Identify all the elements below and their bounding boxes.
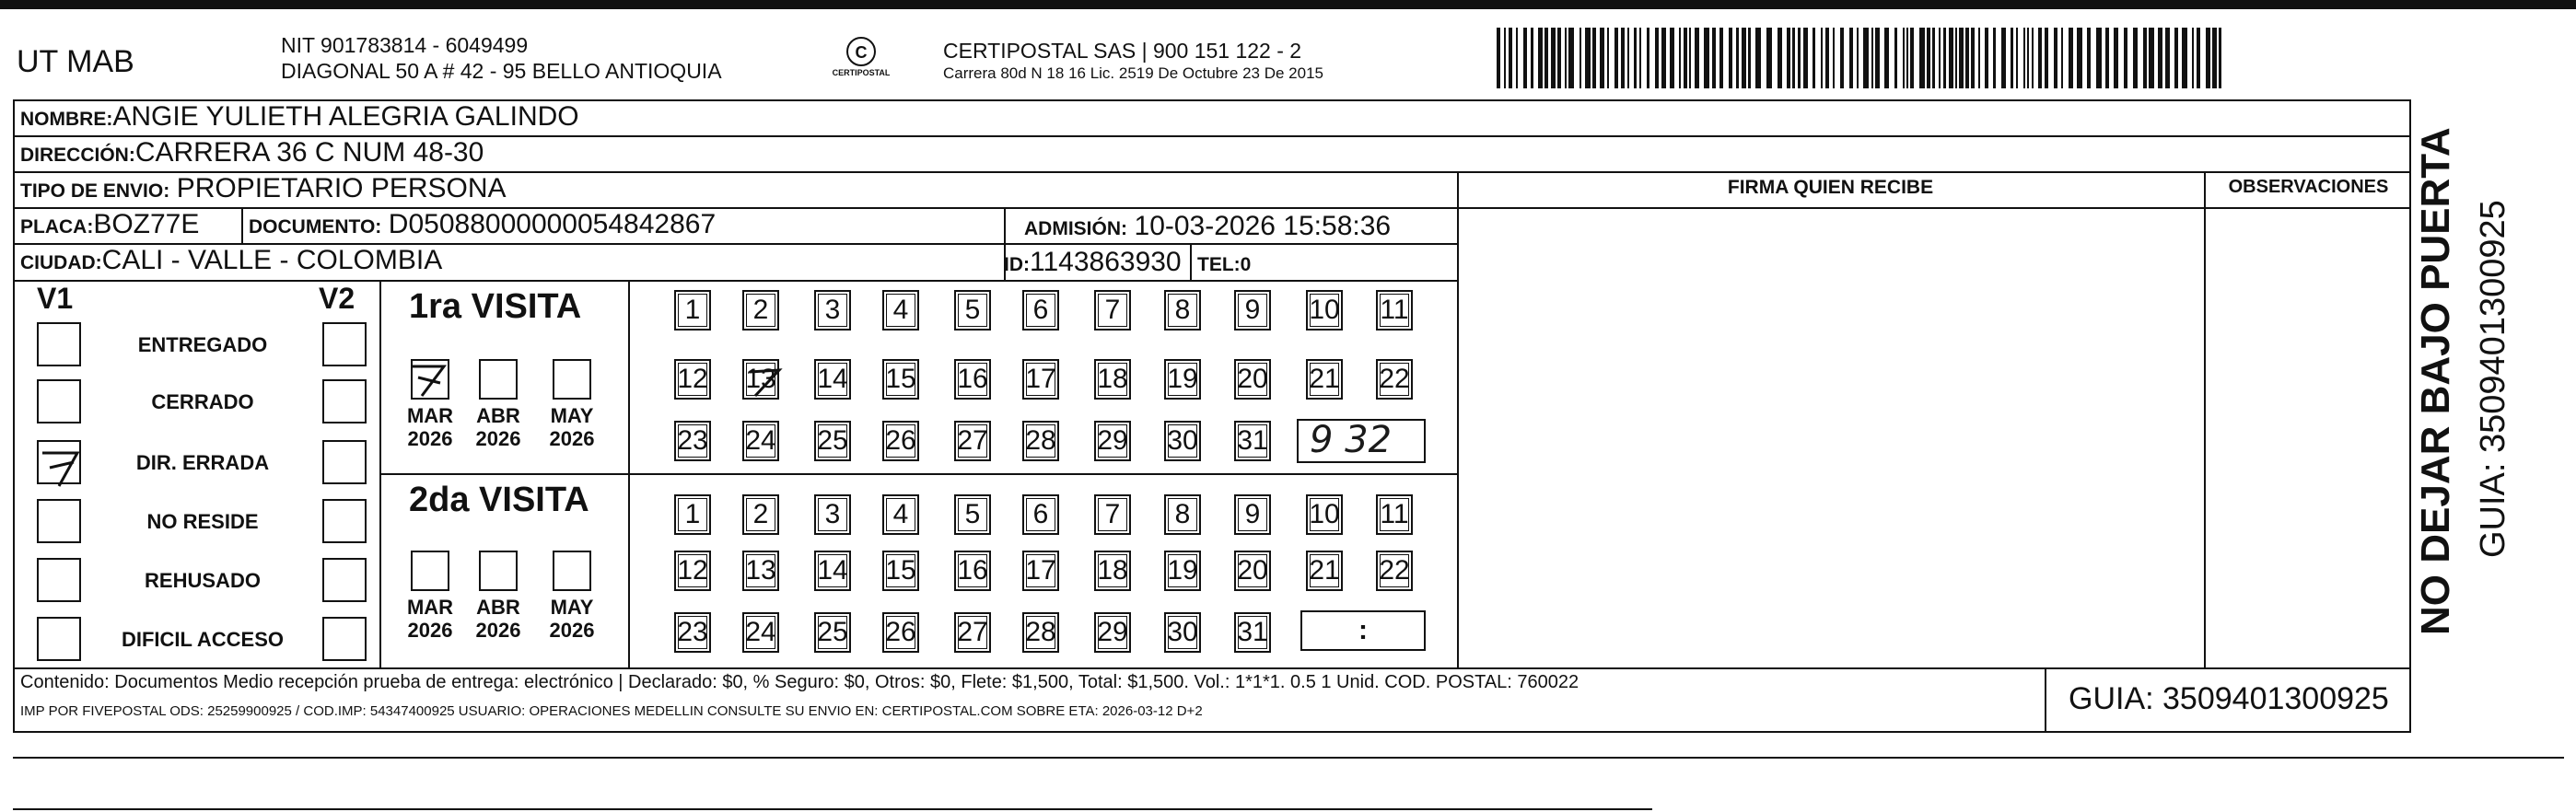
day-box-24[interactable]: 24 xyxy=(742,612,779,653)
day-box-12[interactable]: 12 xyxy=(674,359,711,400)
year-label: 2026 xyxy=(475,427,521,450)
day-box-14[interactable]: 14 xyxy=(814,551,851,591)
col-line xyxy=(2045,667,2046,733)
time-colon: : xyxy=(1358,615,1368,645)
barcode-bar xyxy=(1655,28,1659,88)
barcode-bar xyxy=(1557,28,1561,88)
logo-emblem-icon: C xyxy=(846,37,876,66)
tel-row xyxy=(1197,249,1251,277)
first-visit-title: 1ra VISITA xyxy=(409,287,582,326)
side-warning: NO DEJAR BAJO PUERTA xyxy=(2413,127,2458,635)
handwritten-check-mark xyxy=(37,440,92,492)
plate: BOZ77E xyxy=(93,209,200,239)
admission-label: ADMISIÓN: xyxy=(1024,218,1127,239)
barcode-bar xyxy=(1871,28,1873,88)
v2-checkbox-3[interactable] xyxy=(322,440,367,484)
status-label: REHUSADO xyxy=(145,569,261,592)
month-label: MAR xyxy=(406,596,454,619)
barcode-bar xyxy=(1978,28,1980,88)
barcode-bar xyxy=(1787,28,1790,88)
day-box-9[interactable]: 9 xyxy=(1234,494,1271,535)
v2-checkbox-1[interactable] xyxy=(322,322,367,366)
barcode-bar xyxy=(1927,28,1930,88)
name-row xyxy=(20,101,579,133)
year-label: 2026 xyxy=(549,427,595,450)
barcode-bar xyxy=(1538,28,1543,88)
first-visit-time-box[interactable] xyxy=(1297,419,1426,463)
month-label: MAR xyxy=(406,404,454,427)
barcode xyxy=(1497,28,2229,88)
day-box-20[interactable]: 20 xyxy=(1234,359,1271,400)
city: CALI - VALLE - COLOMBIA xyxy=(101,245,443,275)
barcode-bar xyxy=(2061,28,2063,88)
day-box-8[interactable]: 8 xyxy=(1164,494,1201,535)
day-box-2[interactable]: 2 xyxy=(742,494,779,535)
type-row xyxy=(20,173,507,204)
day-box-8[interactable]: 8 xyxy=(1164,290,1201,331)
handwritten-day-mark-1 xyxy=(407,359,453,401)
month-checkbox-abr[interactable] xyxy=(479,359,518,400)
barcode-bar xyxy=(2045,28,2048,88)
barcode-bar xyxy=(2182,28,2187,88)
barcode-bar xyxy=(1516,28,1518,88)
day-box-9[interactable]: 9 xyxy=(1234,290,1271,331)
day-box-3[interactable]: 3 xyxy=(814,494,851,535)
barcode-bar xyxy=(1949,28,1953,88)
day-box-5[interactable]: 5 xyxy=(954,494,991,535)
day-box-23[interactable]: 23 xyxy=(674,612,711,653)
barcode-bar xyxy=(2133,28,2138,88)
barcode-bar xyxy=(2087,28,2091,88)
row-line xyxy=(13,667,2411,669)
col-line xyxy=(1190,243,1192,280)
day-box-31[interactable]: 31 xyxy=(1234,612,1271,653)
v1-checkbox-2[interactable] xyxy=(37,379,81,423)
handwritten-day-mark-13 xyxy=(742,361,788,401)
barcode-bar xyxy=(1579,28,1581,88)
barcode-bar xyxy=(2069,28,2073,88)
day-box-22[interactable]: 22 xyxy=(1376,551,1413,591)
barcode-bar xyxy=(1965,28,1969,88)
doc-row xyxy=(249,209,716,240)
day-box-21[interactable]: 21 xyxy=(1306,359,1343,400)
city-row xyxy=(20,245,442,276)
day-box-3[interactable]: 3 xyxy=(814,290,851,331)
day-box-27[interactable]: 27 xyxy=(954,612,991,653)
barcode-bar xyxy=(1863,28,1869,88)
barcode-bar xyxy=(2149,28,2154,88)
first-visit-time-handwritten: 9 32 xyxy=(1310,419,1393,461)
barcode-bar xyxy=(2219,28,2221,88)
day-box-15[interactable]: 15 xyxy=(882,551,919,591)
v2-checkbox-4[interactable] xyxy=(322,499,367,543)
company-name: UT MAB xyxy=(17,44,134,79)
barcode-bar xyxy=(2197,28,2200,88)
day-box-22[interactable]: 22 xyxy=(1376,359,1413,400)
footer-guia: GUIA: 3509401300925 xyxy=(2069,681,2389,716)
v1-checkbox-1[interactable] xyxy=(37,322,81,366)
v2-checkbox-5[interactable] xyxy=(322,558,367,602)
barcode-bar xyxy=(1719,28,1723,88)
day-box-1[interactable]: 1 xyxy=(674,290,711,331)
id-row xyxy=(1004,247,1182,278)
type-label: TIPO DE ENVIO: xyxy=(20,180,170,202)
plate-row xyxy=(20,209,199,240)
shipment-type: PROPIETARIO PERSONA xyxy=(176,173,507,203)
footer-print-info: IMP POR FIVEPOSTAL ODS: 25259900925 / COD.IMP: 54347400925 USUARIO: OPERACIONES MEDELLIN CONSULTE SU ENVIO EN: CERTIPOSTAL.COM SOBRE ETA: 2026-03-12 D+2 xyxy=(20,703,1203,719)
barcode-bar xyxy=(1840,28,1844,88)
tel-label: TEL: xyxy=(1197,254,1241,275)
day-box-17[interactable]: 17 xyxy=(1022,551,1059,591)
day-box-16[interactable]: 16 xyxy=(954,359,991,400)
barcode-bar xyxy=(1910,28,1914,88)
barcode-bar xyxy=(1803,28,1808,88)
barcode-bar xyxy=(1565,28,1567,88)
barcode-bar xyxy=(1614,28,1618,88)
month-label: ABR xyxy=(476,404,520,427)
firma-label: FIRMA QUIEN RECIBE xyxy=(1727,177,1934,198)
barcode-bar xyxy=(1798,28,1801,88)
city-label: CIUDAD: xyxy=(20,252,102,273)
v2-checkbox-2[interactable] xyxy=(322,379,367,423)
month-checkbox-mar[interactable] xyxy=(411,551,449,591)
carrier-name: CERTIPOSTAL SAS | 900 151 122 - 2 xyxy=(943,39,1302,63)
barcode-bar xyxy=(1875,28,1880,88)
barcode-bar xyxy=(1932,28,1935,88)
barcode-bar xyxy=(1621,28,1625,88)
barcode-bar xyxy=(2192,28,2194,88)
bottom-rule xyxy=(13,757,2564,759)
day-box-15[interactable]: 15 xyxy=(882,359,919,400)
barcode-bar xyxy=(1592,28,1596,88)
barcode-bar xyxy=(2206,28,2210,88)
day-box-17[interactable]: 17 xyxy=(1022,359,1059,400)
barcode-bar xyxy=(2038,28,2042,88)
bottom-rule xyxy=(13,808,1652,810)
day-box-26[interactable]: 26 xyxy=(882,421,919,461)
barcode-bar xyxy=(1833,28,1835,88)
logo-text: CERTIPOSTAL xyxy=(832,68,891,77)
plate-label: PLACA: xyxy=(20,216,94,238)
month-label: MAY xyxy=(550,404,594,427)
month-checkbox-may[interactable] xyxy=(553,359,591,400)
barcode-bar xyxy=(1825,28,1829,88)
day-box-6[interactable]: 6 xyxy=(1022,290,1059,331)
day-box-24[interactable]: 24 xyxy=(742,421,779,461)
day-box-12[interactable]: 12 xyxy=(674,551,711,591)
day-box-13[interactable]: 13 xyxy=(742,551,779,591)
day-box-11[interactable]: 11 xyxy=(1376,494,1413,535)
certipostal-logo xyxy=(824,37,898,88)
barcode-bar xyxy=(1568,28,1574,88)
v1-label: V1 xyxy=(37,282,74,315)
name-label: NOMBRE: xyxy=(20,109,113,130)
address-label: DIRECCIÓN: xyxy=(20,145,135,166)
barcode-bar xyxy=(1955,28,1957,88)
barcode-bar xyxy=(2096,28,2102,88)
barcode-bar xyxy=(1627,28,1629,88)
barcode-bar xyxy=(1647,28,1649,88)
recipient-id: 1143863930 xyxy=(1030,247,1182,277)
barcode-bar xyxy=(1600,28,1604,88)
v1-checkbox-5[interactable] xyxy=(37,558,81,602)
barcode-bar xyxy=(1919,28,1925,88)
day-box-19[interactable]: 19 xyxy=(1164,551,1201,591)
barcode-bar xyxy=(2032,28,2034,88)
barcode-bar xyxy=(1639,28,1641,88)
day-box-18[interactable]: 18 xyxy=(1094,359,1131,400)
recipient-name: ANGIE YULIETH ALEGRIA GALINDO xyxy=(112,101,579,132)
barcode-bar xyxy=(1551,28,1556,88)
barcode-bar xyxy=(1821,28,1823,88)
barcode-bar xyxy=(1504,28,1506,88)
day-box-11[interactable]: 11 xyxy=(1376,290,1413,331)
barcode-bar xyxy=(1729,28,1732,88)
barcode-bar xyxy=(2165,28,2170,88)
barcode-bar xyxy=(1755,28,1761,88)
day-box-28[interactable]: 28 xyxy=(1022,612,1059,653)
day-box-20[interactable]: 20 xyxy=(1234,551,1271,591)
barcode-bar xyxy=(2023,28,2025,88)
barcode-bar xyxy=(2143,28,2147,88)
document: D05088000000054842867 xyxy=(388,209,717,239)
row-line xyxy=(379,473,1457,475)
barcode-bar xyxy=(1894,28,1897,88)
top-border xyxy=(0,0,2576,9)
barcode-bar xyxy=(2105,28,2109,88)
year-label: 2026 xyxy=(549,619,595,642)
status-label: CERRADO xyxy=(151,390,254,413)
carrier-license: Carrera 80d N 18 16 Lic. 2519 De Octubre 23 De 2015 xyxy=(943,64,1323,82)
barcode-bar xyxy=(1971,28,1975,88)
second-visit-title: 2da VISITA xyxy=(409,481,589,519)
barcode-bar xyxy=(1712,28,1716,88)
barcode-bar xyxy=(1792,28,1795,88)
v2-label: V2 xyxy=(319,282,356,315)
barcode-bar xyxy=(1849,28,1853,88)
day-box-28[interactable]: 28 xyxy=(1022,421,1059,461)
day-box-13[interactable]: 13 xyxy=(742,359,779,400)
barcode-bar xyxy=(1903,28,1905,88)
barcode-bar xyxy=(2016,28,2018,88)
barcode-bar xyxy=(1689,28,1691,88)
day-box-2[interactable]: 2 xyxy=(742,290,779,331)
day-box-25[interactable]: 25 xyxy=(814,421,851,461)
admission-row xyxy=(1024,211,1391,242)
barcode-bar xyxy=(1531,28,1533,88)
barcode-bar xyxy=(1813,28,1815,88)
barcode-bar xyxy=(1959,28,1964,88)
barcode-bar xyxy=(2054,28,2057,88)
barcode-bar xyxy=(1884,28,1889,88)
barcode-bar xyxy=(1661,28,1666,88)
v1-checkbox-6[interactable] xyxy=(37,617,81,661)
status-label: DIFICIL ACCESO xyxy=(121,628,284,651)
day-box-5[interactable]: 5 xyxy=(954,290,991,331)
barcode-bar xyxy=(1857,28,1859,88)
barcode-bar xyxy=(1509,28,1512,88)
day-box-31[interactable]: 31 xyxy=(1234,421,1271,461)
barcode-bar xyxy=(1742,28,1746,88)
barcode-bar xyxy=(1544,28,1548,88)
barcode-bar xyxy=(1585,28,1591,88)
month-label: ABR xyxy=(476,596,520,619)
day-box-26[interactable]: 26 xyxy=(882,612,919,653)
day-box-1[interactable]: 1 xyxy=(674,494,711,535)
day-box-18[interactable]: 18 xyxy=(1094,551,1131,591)
day-box-21[interactable]: 21 xyxy=(1306,551,1343,591)
barcode-bar xyxy=(2158,28,2162,88)
v2-checkbox-6[interactable] xyxy=(322,617,367,661)
day-box-16[interactable]: 16 xyxy=(954,551,991,591)
barcode-bar xyxy=(1704,28,1709,88)
barcode-bar xyxy=(1943,28,1946,88)
day-box-7[interactable]: 7 xyxy=(1094,290,1131,331)
day-box-7[interactable]: 7 xyxy=(1094,494,1131,535)
barcode-bar xyxy=(1778,28,1782,88)
barcode-bar xyxy=(1634,28,1637,88)
barcode-bar xyxy=(2027,28,2029,88)
second-visit-time-box[interactable] xyxy=(1300,610,1426,651)
year-label: 2026 xyxy=(407,427,453,450)
address-row xyxy=(20,137,484,168)
month-checkbox-may[interactable] xyxy=(553,551,591,591)
sender-address: DIAGONAL 50 A # 42 - 95 BELLO ANTIOQUIA xyxy=(281,59,722,83)
col-line xyxy=(2204,171,2206,667)
day-box-30[interactable]: 30 xyxy=(1164,612,1201,653)
barcode-bar xyxy=(1695,28,1699,88)
barcode-bar xyxy=(1607,28,1609,88)
status-label: DIR. ERRADA xyxy=(135,451,270,474)
footer-content: Contenido: Documentos Medio recepción prueba de entrega: electrónico | Declarado: $0, % Seguro: $0, Otros: $0, Flete: $1,500, Total: $1,500. Vol.: 1*1*1. 0.5 1 Unid. COD. POSTAL: 760022 xyxy=(20,672,1579,692)
barcode-bar xyxy=(1748,28,1751,88)
barcode-bar xyxy=(2011,28,2013,88)
barcode-bar xyxy=(1985,28,1988,88)
day-box-10[interactable]: 10 xyxy=(1306,290,1343,331)
day-box-14[interactable]: 14 xyxy=(814,359,851,400)
barcode-bar xyxy=(1906,28,1908,88)
barcode-bar xyxy=(1670,28,1674,88)
barcode-bar xyxy=(1736,28,1739,88)
barcode-bar xyxy=(1684,28,1687,88)
barcode-bar xyxy=(1766,28,1772,88)
day-box-10[interactable]: 10 xyxy=(1306,494,1343,535)
barcode-bar xyxy=(1993,28,1996,88)
recipient-address: CARRERA 36 C NUM 48-30 xyxy=(134,137,484,168)
barcode-bar xyxy=(1939,28,1941,88)
barcode-bar xyxy=(1523,28,1527,88)
id-label: ID: xyxy=(1004,254,1030,275)
month-checkbox-abr[interactable] xyxy=(479,551,518,591)
year-label: 2026 xyxy=(475,619,521,642)
day-box-27[interactable]: 27 xyxy=(954,421,991,461)
day-box-23[interactable]: 23 xyxy=(674,421,711,461)
status-label: ENTREGADO xyxy=(137,333,268,356)
barcode-bar xyxy=(1497,28,1500,88)
month-label: MAY xyxy=(550,596,594,619)
row-line xyxy=(13,280,1457,282)
doc-label: DOCUMENTO: xyxy=(249,216,382,238)
col-line xyxy=(241,207,243,243)
day-box-6[interactable]: 6 xyxy=(1022,494,1059,535)
barcode-bar xyxy=(2124,28,2127,88)
observaciones-label: OBSERVACIONES xyxy=(2228,177,2389,197)
barcode-bar xyxy=(2212,28,2217,88)
day-box-4[interactable]: 4 xyxy=(882,290,919,331)
barcode-bar xyxy=(1679,28,1681,88)
v1-checkbox-4[interactable] xyxy=(37,499,81,543)
day-box-29[interactable]: 29 xyxy=(1094,612,1131,653)
day-box-25[interactable]: 25 xyxy=(814,612,851,653)
tel-value: 0 xyxy=(1240,254,1252,275)
day-box-4[interactable]: 4 xyxy=(882,494,919,535)
status-label: NO RESIDE xyxy=(146,510,259,533)
side-guia: GUIA: 3509401300925 xyxy=(2474,200,2512,558)
barcode-bar xyxy=(2001,28,2006,88)
year-label: 2026 xyxy=(407,619,453,642)
admission-date: 10-03-2026 15:58:36 xyxy=(1134,211,1392,241)
barcode-bar xyxy=(2174,28,2178,88)
barcode-bar xyxy=(2114,28,2118,88)
col-line xyxy=(1457,171,1459,667)
day-box-19[interactable]: 19 xyxy=(1164,359,1201,400)
nit: NIT 901783814 - 6049499 xyxy=(281,33,529,57)
barcode-bar xyxy=(2077,28,2082,88)
day-box-30[interactable]: 30 xyxy=(1164,421,1201,461)
day-box-29[interactable]: 29 xyxy=(1094,421,1131,461)
